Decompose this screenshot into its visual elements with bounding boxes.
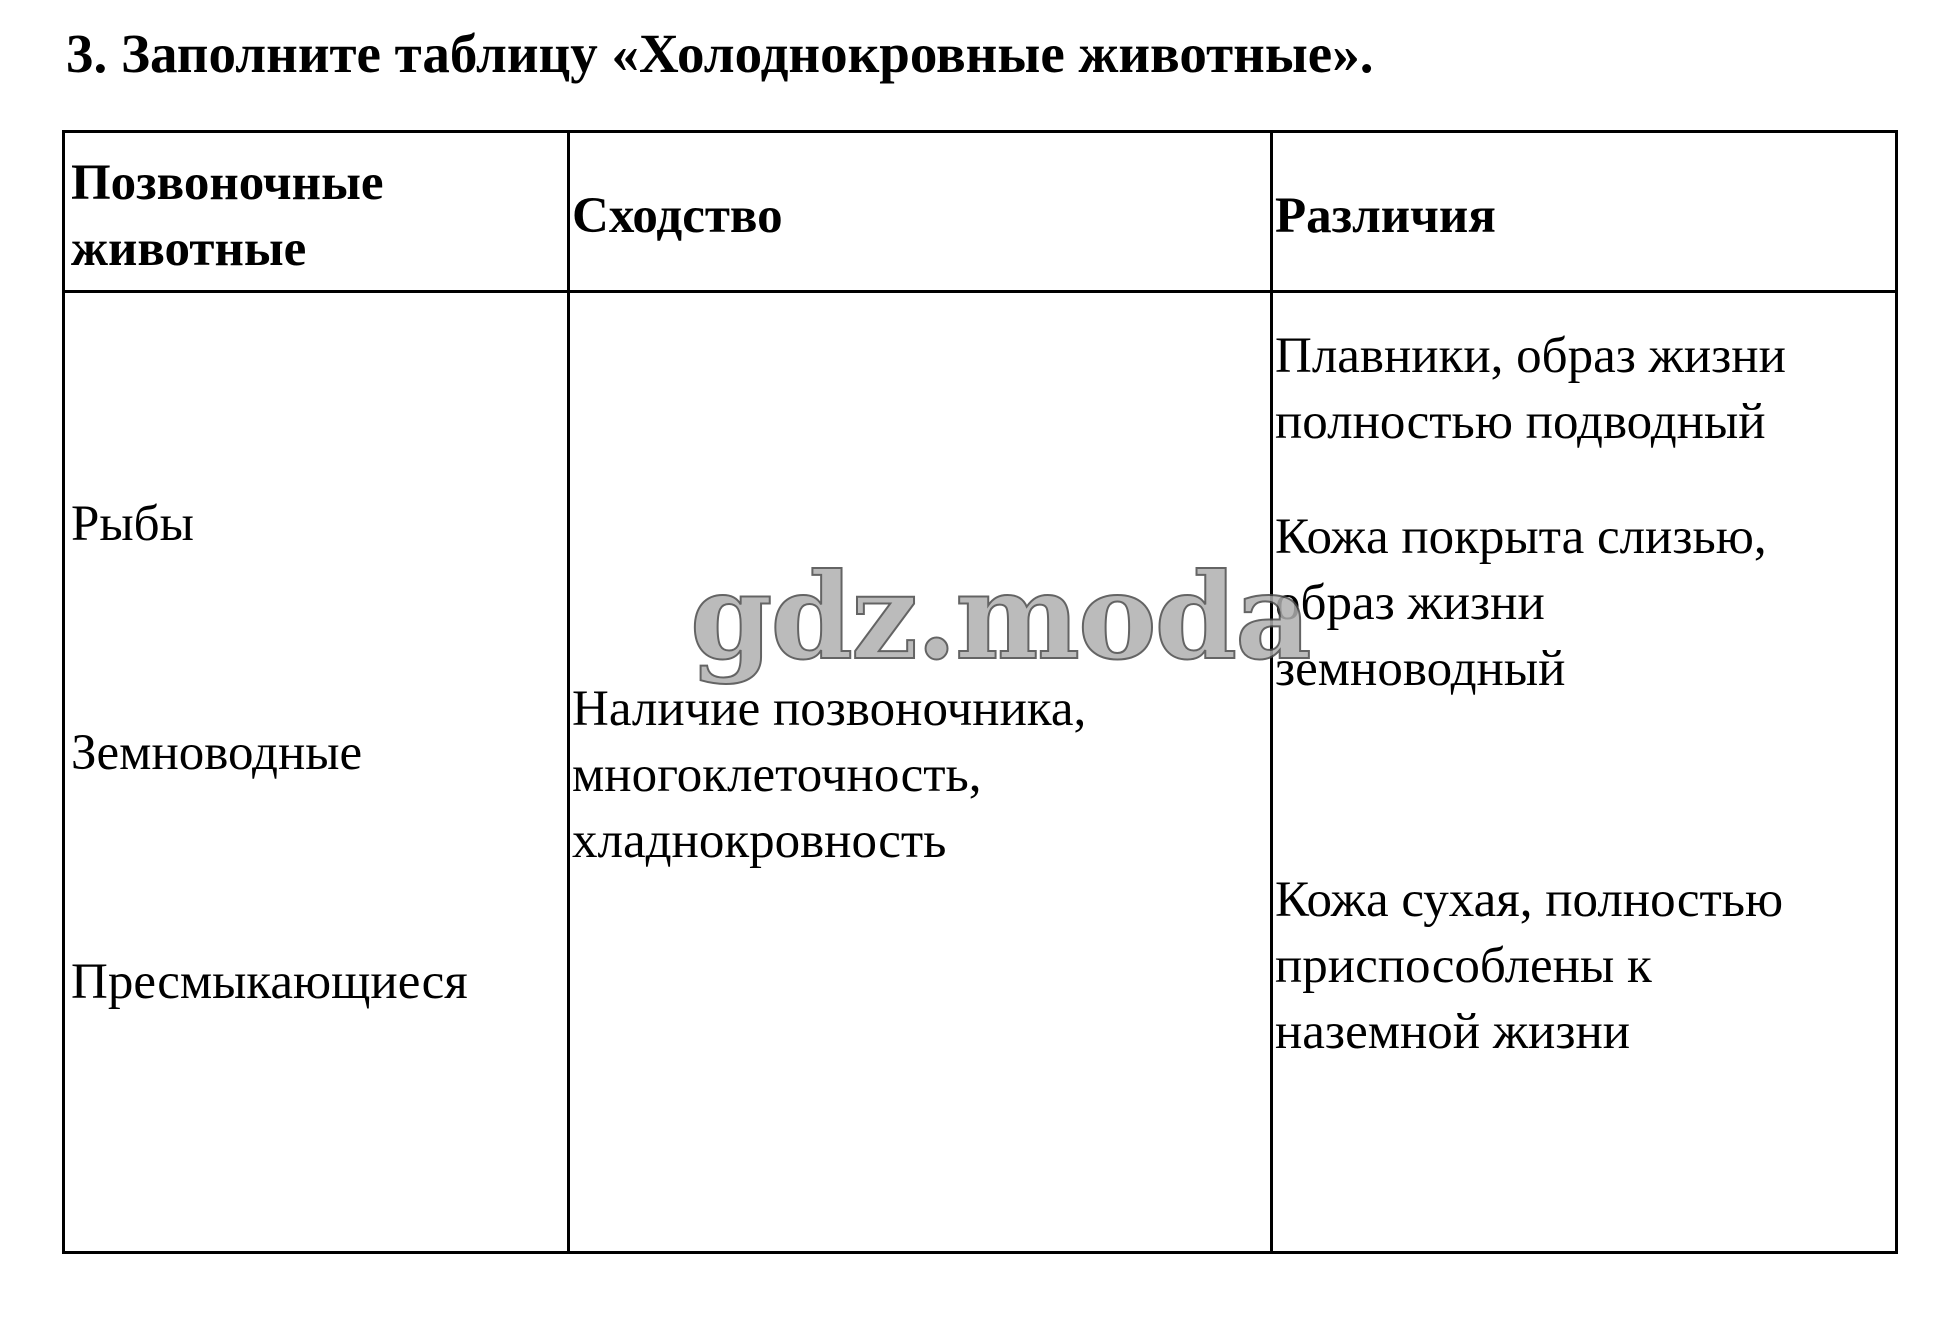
similarity-text: Наличие позвоночника, многоклеточность, хладнокровность <box>572 681 1087 869</box>
animal-reptiles: Пресмыкающиеся <box>71 954 468 1010</box>
difference-amphibians: Кожа покрыта слизью, образ жизни земноводный <box>1275 509 1767 697</box>
column-divider-2 <box>1270 133 1273 1251</box>
watermark-logo: gdz.moda <box>690 547 1310 686</box>
cold-blooded-animals-table <box>62 130 1898 1254</box>
header-divider <box>65 290 1895 293</box>
column-divider-1 <box>567 133 570 1251</box>
task-title: 3. Заполните таблицу «Холоднокровные животные». <box>66 23 1374 84</box>
difference-reptiles: Кожа сухая, полностью приспособлены к наземной жизни <box>1275 872 1784 1060</box>
header-similarity: Сходство <box>572 188 783 244</box>
animal-fish: Рыбы <box>71 496 194 552</box>
header-vertebrates: Позвоночные животные <box>71 155 384 277</box>
animal-amphibians: Земноводные <box>71 725 363 781</box>
difference-fish: Плавники, образ жизни полностью подводный <box>1275 328 1786 450</box>
header-differences: Различия <box>1275 188 1496 244</box>
